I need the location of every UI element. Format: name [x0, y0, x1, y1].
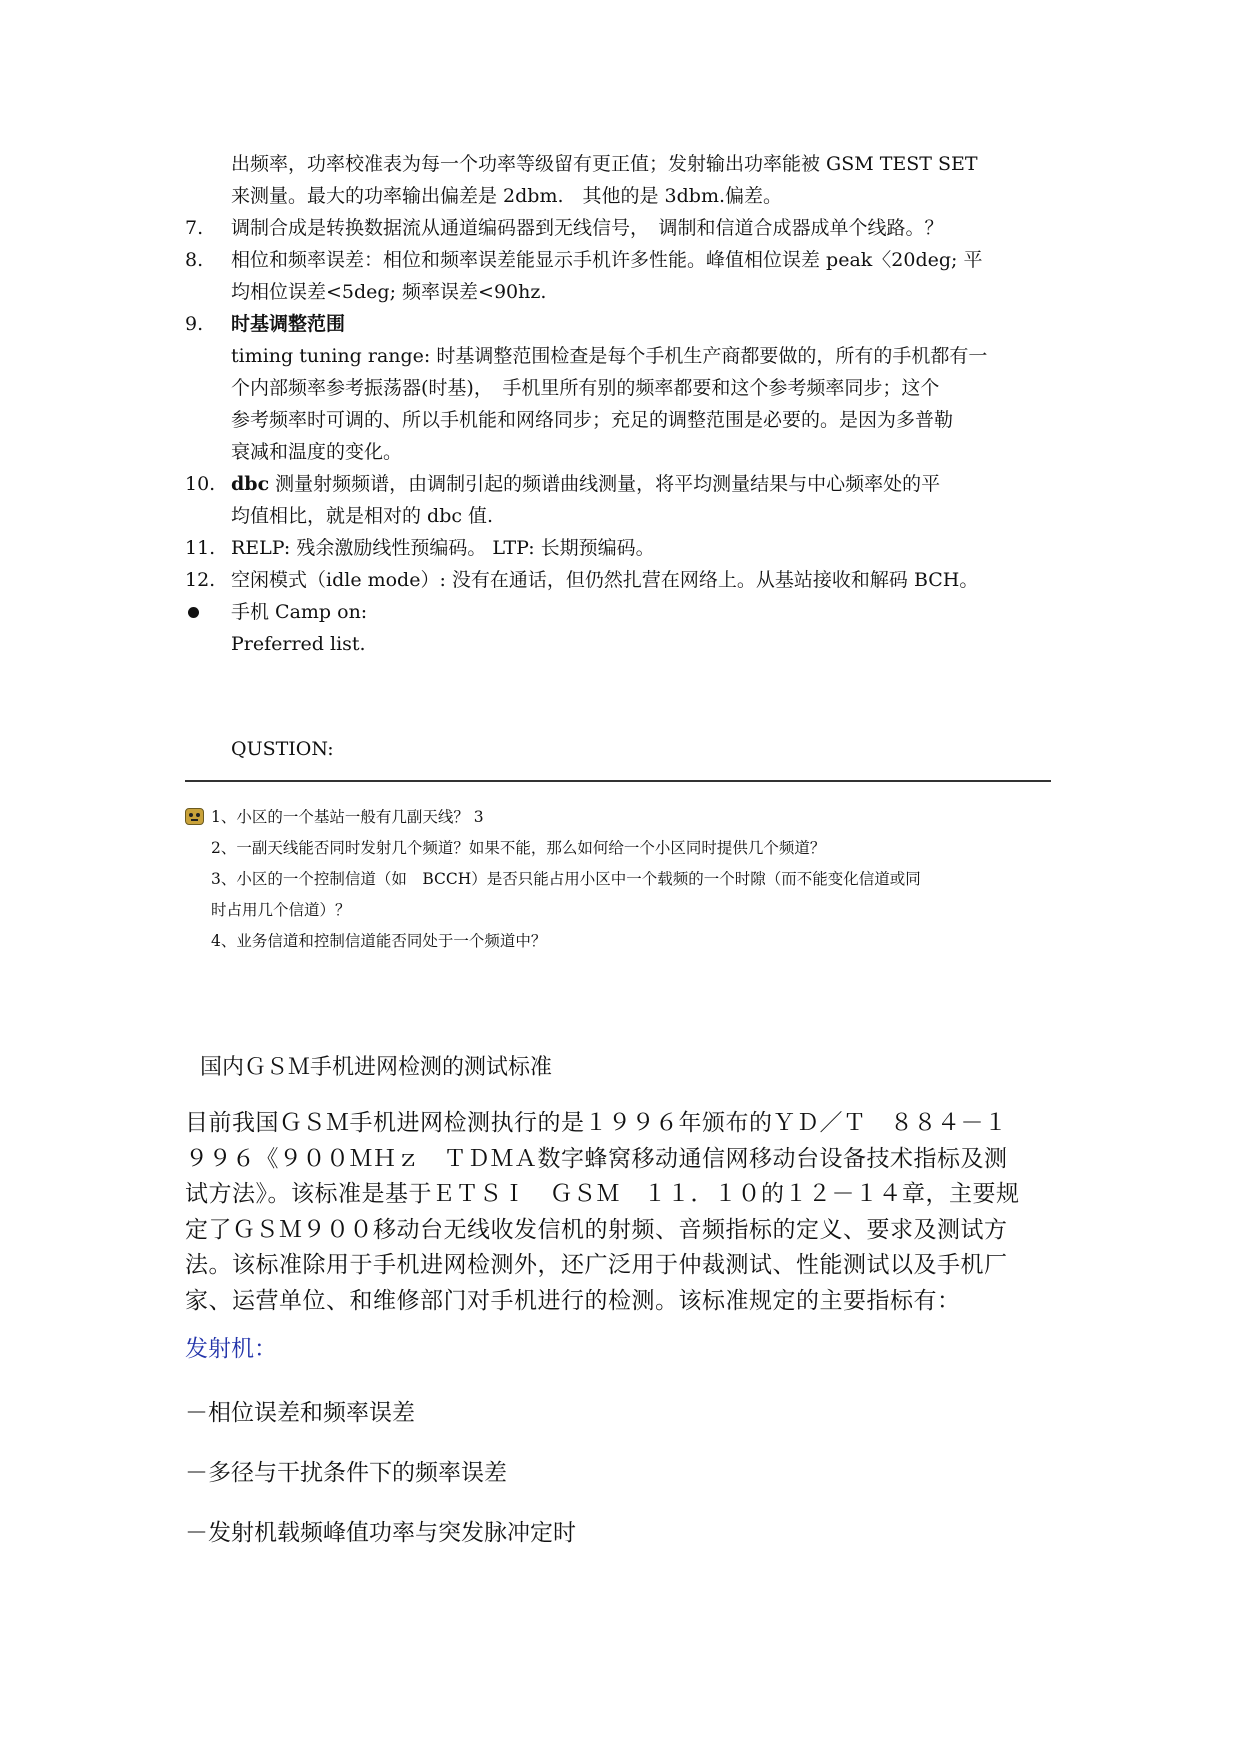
text-line: 出频率，功率校准表为每一个功率等级留有更正值；发射输出功率能被 GSM TEST SET	[231, 153, 978, 175]
bullet-item	[185, 596, 1055, 660]
question-text: 时占用几个信道）？	[211, 901, 351, 919]
text-line: 定了ＧＳＭ９００移动台无线收发信机的射频、音频指标的定义、要求及测试方	[185, 1216, 1008, 1243]
para-number: 7.	[185, 217, 204, 239]
text-line: Preferred list.	[231, 633, 366, 655]
para-number: 11.	[185, 537, 216, 559]
para-number: 8.	[185, 249, 204, 271]
paragraph-7	[185, 212, 1055, 244]
question-text: 3、小区的一个控制信道（如 BCCH）是否只能占用小区中一个载频的一个时隙（而不能变化信道或同	[211, 870, 921, 888]
text-line: 相位和频率误差：相位和频率误差能显示手机许多性能。峰值相位误差 peak〈20deg; 平	[231, 249, 983, 271]
paragraph-12	[185, 564, 1055, 596]
question-item	[185, 895, 1055, 926]
paragraph-8	[185, 244, 1055, 308]
text-line: RELP: 残余激励线性预编码。 LTP: 长期预编码。	[231, 537, 655, 559]
question-item	[185, 802, 1055, 833]
text-line: 衰减和温度的变化。	[231, 441, 403, 463]
question-text: 2、一副天线能否同时发射几个频道？如果不能，那么如何给一个小区同时提供几个频道？	[211, 839, 826, 857]
text-line: 个内部频率参考振荡器(时基)， 手机里所有别的频率都要和这个参考频率同步；这个	[231, 377, 940, 399]
text-line: 目前我国ＧＳＭ手机进网检测执行的是１９９６年颁布的ＹＤ／Ｔ ８８４－１	[185, 1110, 1008, 1136]
para-number: 12.	[185, 569, 216, 591]
smiley-icon	[185, 808, 204, 825]
text-line: 均相位误差<5deg; 频率误差<90hz.	[231, 281, 547, 303]
spec-item: －发射机载频峰值功率与突发脉冲定时	[185, 1520, 576, 1546]
para-number: 9.	[185, 313, 204, 335]
para-heading: 时基调整范围	[231, 313, 346, 335]
paragraph-11	[185, 532, 1055, 564]
text-line: 手机 Camp on:	[231, 601, 368, 623]
horizontal-divider	[185, 780, 1051, 782]
text-line: 试方法》。该标准是基于ＥＴＳＩ ＧＳＭ １１．１０的１２－１４章，主要规	[185, 1181, 1020, 1207]
text-line: ９９６《９００ＭＨｚ ＴＤＭＡ数字蜂窝移动通信网移动台设备技术指标及测	[185, 1145, 1008, 1172]
question-list	[185, 802, 1055, 957]
text-line: 调制合成是转换数据流从通道编码器到无线信号， 调制和信道合成器成单个线路。？	[231, 217, 944, 239]
text-line	[231, 468, 1055, 500]
text-span: 测量射频频谱，由调制引起的频谱曲线测量，将平均测量结果与中心频率处的平	[269, 473, 941, 495]
transmitter-heading: 发射机：	[185, 1336, 277, 1362]
text-line: timing tuning range: 时基调整范围检查是每个手机生产商都要做的，所有的手机都有一	[231, 345, 988, 367]
section-title: 国内ＧＳＭ手机进网检测的测试标准	[200, 1055, 553, 1080]
text-line: 均值相比，就是相对的 dbc 值.	[231, 505, 494, 527]
text-line: 家、运营单位、和维修部门对手机进行的检测。该标准规定的主要指标有：	[185, 1287, 961, 1314]
text-line: 参考频率时可调的、所以手机能和网络同步；充足的调整范围是必要的。是因为多普勒	[231, 409, 954, 431]
text-line: 法。该标准除用于手机进网检测外，还广泛用于仲裁测试、性能测试以及手机厂	[185, 1252, 1008, 1278]
paragraph-9	[185, 308, 1055, 340]
paragraph-10	[185, 468, 1055, 532]
text-line: 来测量。最大的功率输出偏差是 2dbm. 其他的是 3dbm.偏差。	[231, 185, 783, 207]
paragraph-timing-tuning	[185, 340, 1055, 468]
bullet-icon	[188, 607, 199, 618]
question-item	[185, 833, 1055, 864]
question-item	[185, 864, 1055, 895]
text-line: 空闲模式（idle mode）: 没有在通话，但仍然扎营在网络上。从基站接收和解码 BCH。	[231, 569, 979, 591]
para-number: 10.	[185, 473, 216, 495]
question-text: 4、业务信道和控制信道能否同处于一个频道中？	[211, 932, 547, 950]
question-text: 1、小区的一个基站一般有几副天线？ 3	[211, 808, 484, 826]
spec-item: －多径与干扰条件下的频率误差	[185, 1460, 507, 1486]
qustion-label: QUSTION:	[231, 738, 334, 760]
paragraph-power-deviation	[185, 148, 1055, 212]
bold-term: dbc	[231, 473, 270, 495]
spec-item: －相位误差和频率误差	[185, 1400, 415, 1426]
question-item	[185, 926, 1055, 957]
numbered-section	[185, 148, 1055, 660]
intro-paragraph	[185, 1106, 1055, 1319]
